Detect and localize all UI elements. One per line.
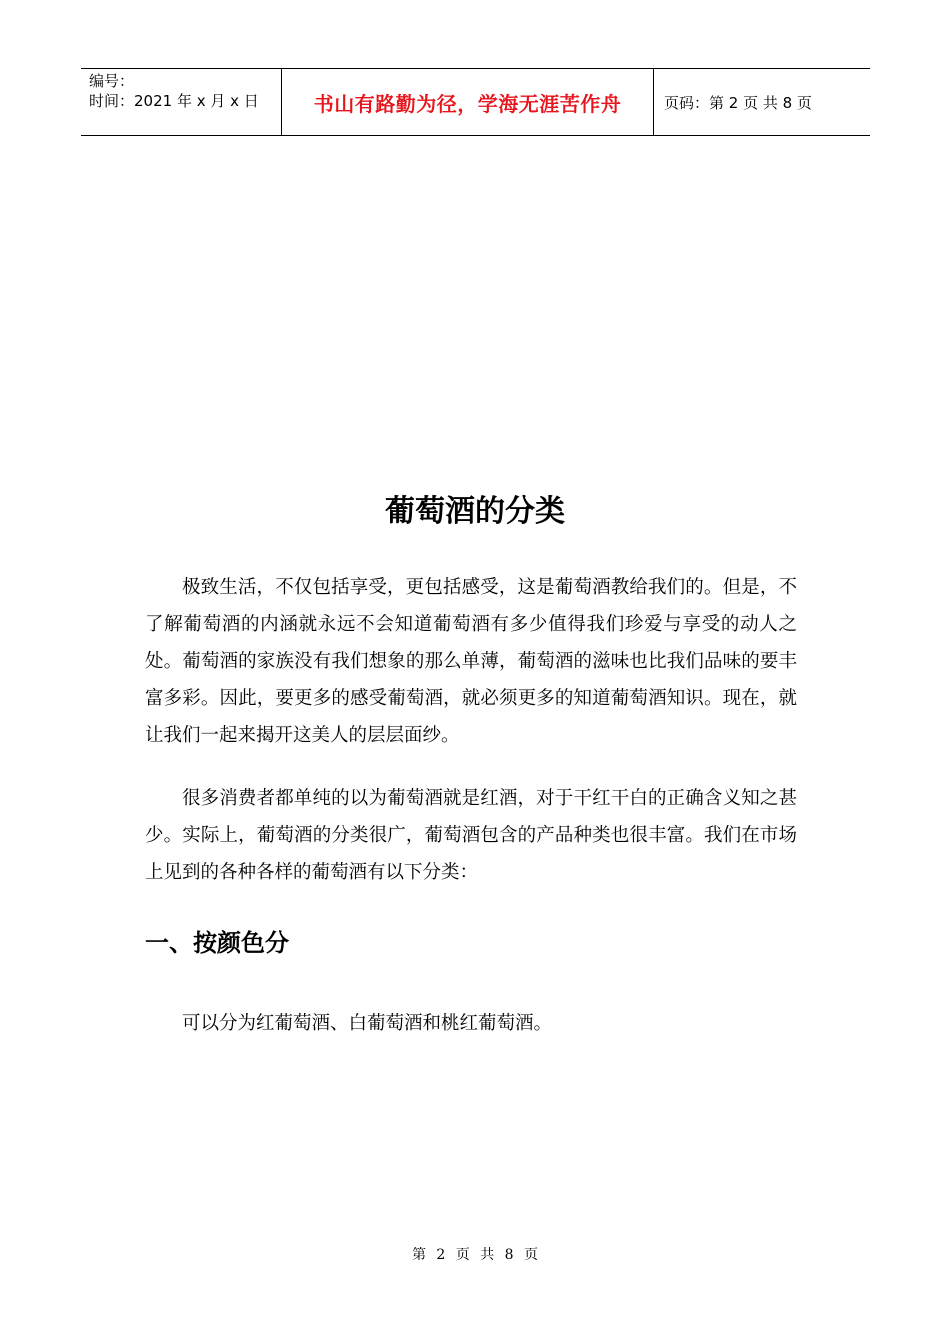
serial-number-label: 编号： xyxy=(89,72,135,90)
header-info-cell xyxy=(81,69,282,135)
header-page-cell xyxy=(654,69,870,135)
page-info-text: 页码：第 2 页 共 8 页 xyxy=(664,93,812,112)
footer-page-number: 第 2 页 共 8 页 xyxy=(411,1247,539,1263)
section-heading: 一、按颜色分 xyxy=(145,929,289,957)
motto-text: 书山有路勤为径，学海无涯苦作舟 xyxy=(313,91,622,116)
header-table xyxy=(81,68,870,136)
header-motto-cell xyxy=(282,69,654,135)
classification-paragraph: 很多消费者都单纯的以为葡萄酒就是红酒，对于干红干白的正确含义知之甚少。实际上，葡萄酒的分类很广，葡萄酒包含的产品种类也很丰富。我们在市场上见到的各种各样的葡萄酒有以下分类： xyxy=(145,788,797,883)
page-title: 葡萄酒的分类 xyxy=(385,494,565,529)
section-text: 可以分为红葡萄酒、白葡萄酒和桃红葡萄酒。 xyxy=(182,1013,553,1034)
date-text: 时间：2021 年 x 月 x 日 xyxy=(89,92,259,110)
intro-paragraph: 极致生活，不仅包括享受，更包括感受，这是葡萄酒教给我们的。但是，不了解葡萄酒的内涵就永远不会知道葡萄酒有多少值得我们珍爱与享受的动人之处。葡萄酒的家族没有我们想象的那么单薄，葡萄酒的滋味也比我们品味的要丰富多彩。因此，要更多的感受葡萄酒，就必须更多的知道葡萄酒知识。现在，就让我们一起来揭开这美人的层层面纱。 xyxy=(145,577,797,746)
